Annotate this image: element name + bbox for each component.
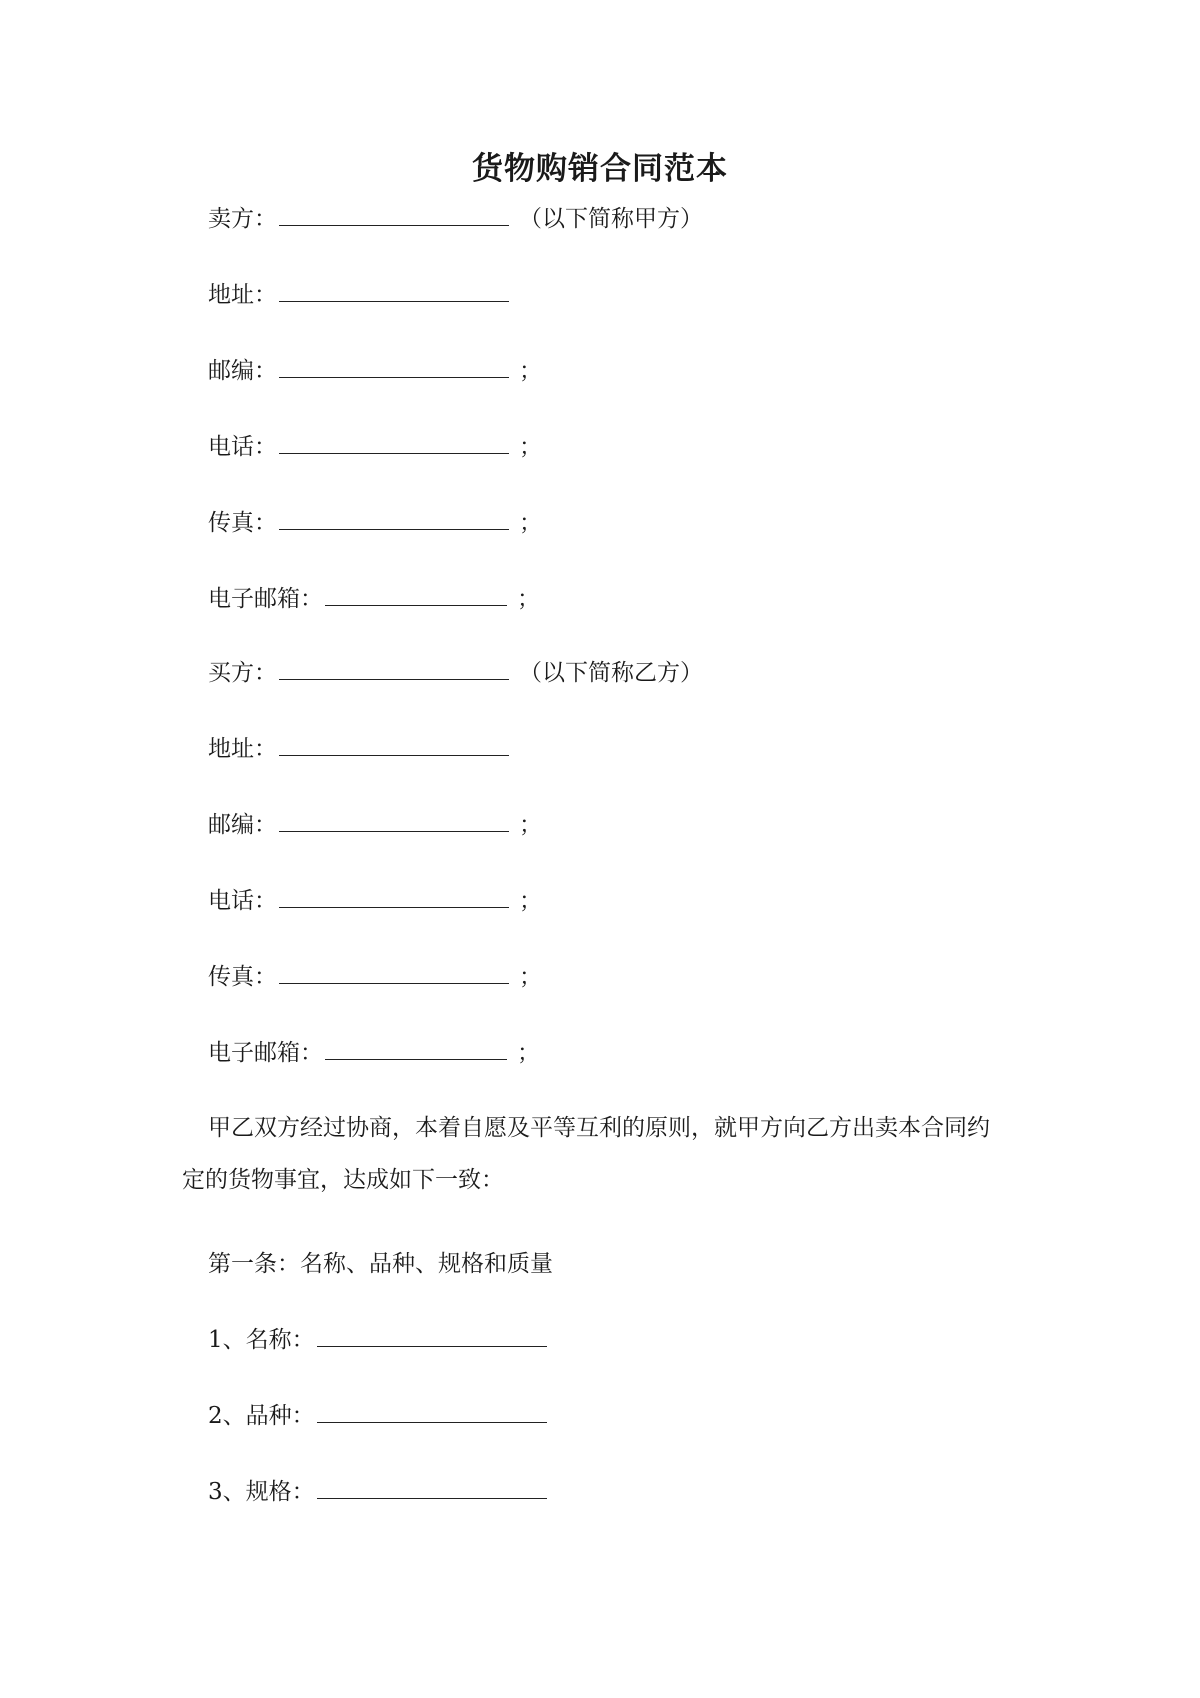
- article-one-heading: [208, 1249, 553, 1279]
- buyer-name-label: 买方：: [208, 660, 277, 686]
- buyer-postcode-line: [208, 809, 542, 840]
- buyer-email-line: [208, 1037, 540, 1068]
- article-item-spec-label: 3、规格：: [208, 1479, 315, 1505]
- article-item-variety-line: [208, 1400, 547, 1431]
- buyer-address-label: 地址：: [208, 736, 277, 762]
- seller-email-blank[interactable]: [325, 583, 507, 606]
- buyer-postcode-blank[interactable]: [279, 809, 509, 832]
- buyer-postcode-suffix: ；: [519, 812, 542, 838]
- article-one-heading-text: 第一条：名称、品种、规格和质量: [208, 1251, 553, 1277]
- document-title: 货物购销合同范本: [472, 151, 728, 187]
- seller-address-blank[interactable]: [279, 279, 509, 302]
- seller-fax-label: 传真：: [208, 510, 277, 536]
- seller-name-suffix: （以下简称甲方）: [519, 206, 703, 232]
- buyer-fax-suffix: ；: [519, 964, 542, 990]
- seller-email-suffix: ；: [517, 586, 540, 612]
- buyer-address-line: [208, 733, 509, 764]
- intro-paragraph: 甲乙双方经过协商，本着自愿及平等互利的原则，就甲方向乙方出卖本合同约定的货物事宜，达成如下一致：: [182, 1115, 990, 1193]
- buyer-fax-line: [208, 961, 542, 992]
- buyer-name-line: [208, 657, 703, 688]
- buyer-address-blank[interactable]: [279, 733, 509, 756]
- seller-fax-suffix: ；: [519, 510, 542, 536]
- seller-email-label: 电子邮箱：: [208, 586, 323, 612]
- seller-fax-blank[interactable]: [279, 507, 509, 530]
- buyer-phone-label: 电话：: [208, 888, 277, 914]
- seller-phone-line: [208, 431, 542, 462]
- seller-name-blank[interactable]: [279, 203, 509, 226]
- buyer-email-blank[interactable]: [325, 1037, 507, 1060]
- seller-postcode-blank[interactable]: [279, 355, 509, 378]
- buyer-email-suffix: ；: [517, 1040, 540, 1066]
- buyer-fax-blank[interactable]: [279, 961, 509, 984]
- article-item-spec-line: [208, 1476, 547, 1507]
- article-item-name-label: 1、名称：: [208, 1327, 315, 1353]
- article-item-variety-label: 2、品种：: [208, 1403, 315, 1429]
- seller-name-label: 卖方：: [208, 206, 277, 232]
- article-item-spec-blank[interactable]: [317, 1476, 547, 1499]
- buyer-fax-label: 传真：: [208, 964, 277, 990]
- seller-fax-line: [208, 507, 542, 538]
- seller-phone-label: 电话：: [208, 434, 277, 460]
- buyer-name-blank[interactable]: [279, 657, 509, 680]
- seller-phone-suffix: ；: [519, 434, 542, 460]
- seller-phone-blank[interactable]: [279, 431, 509, 454]
- seller-address-line: [208, 279, 509, 310]
- article-item-variety-blank[interactable]: [317, 1400, 547, 1423]
- seller-address-label: 地址：: [208, 282, 277, 308]
- seller-postcode-suffix: ；: [519, 358, 542, 384]
- buyer-phone-blank[interactable]: [279, 885, 509, 908]
- buyer-name-suffix: （以下简称乙方）: [519, 660, 703, 686]
- seller-email-line: [208, 583, 540, 614]
- buyer-email-label: 电子邮箱：: [208, 1040, 323, 1066]
- article-item-name-line: [208, 1324, 547, 1355]
- seller-name-line: [208, 203, 703, 234]
- buyer-phone-line: [208, 885, 542, 916]
- buyer-phone-suffix: ；: [519, 888, 542, 914]
- seller-postcode-line: [208, 355, 542, 386]
- article-item-name-blank[interactable]: [317, 1324, 547, 1347]
- buyer-postcode-label: 邮编：: [208, 812, 277, 838]
- seller-postcode-label: 邮编：: [208, 358, 277, 384]
